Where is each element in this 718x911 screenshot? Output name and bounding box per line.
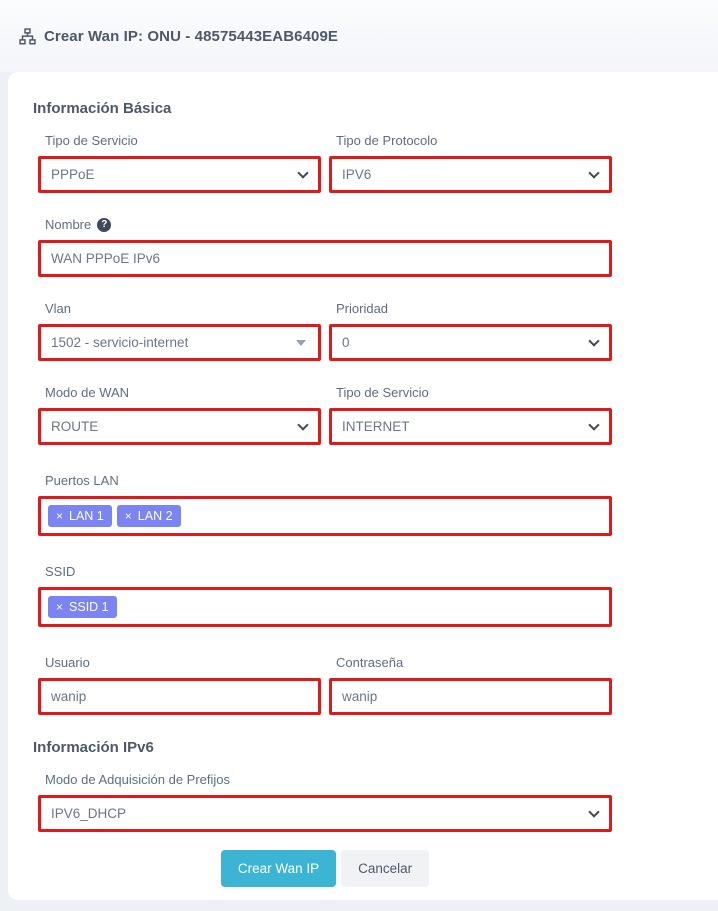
- cancelar-button[interactable]: Cancelar: [341, 850, 429, 887]
- usuario-label: Usuario: [45, 655, 90, 670]
- nombre-input[interactable]: [38, 240, 612, 277]
- usuario-input[interactable]: [38, 678, 321, 715]
- crear-wan-ip-button[interactable]: Crear Wan IP: [221, 850, 336, 887]
- chevron-down-icon: [588, 806, 599, 817]
- remove-tag-icon[interactable]: ×: [56, 600, 64, 614]
- row-ssid: [38, 564, 612, 627]
- section-title-basic: Información Básica: [33, 100, 172, 117]
- tipo-servicio-value: PPPoE: [51, 167, 95, 182]
- row-modo-adquisicion: [38, 772, 612, 832]
- chevron-down-icon: [588, 419, 599, 430]
- row-puertos-lan: [38, 473, 612, 536]
- modo-adquisicion-value: IPV6_DHCP: [51, 806, 127, 821]
- page-header: [0, 0, 718, 72]
- ssid-multiselect[interactable]: [38, 587, 612, 627]
- create-wan-ip-form-card: [8, 72, 718, 900]
- prioridad-label: Prioridad: [336, 301, 389, 316]
- tag-lan-1: [48, 505, 112, 527]
- tipo-servicio-select[interactable]: [38, 156, 321, 193]
- prioridad-value: 0: [342, 335, 350, 350]
- chevron-down-icon: [297, 419, 308, 430]
- page-title: Crear Wan IP: ONU - 48575443EAB6409E: [44, 27, 339, 45]
- contrasena-label: Contraseña: [336, 655, 404, 670]
- remove-tag-icon[interactable]: ×: [56, 509, 64, 523]
- row-usuario-contrasena: [38, 655, 612, 715]
- vlan-select[interactable]: [38, 324, 321, 361]
- tag-label: SSID 1: [69, 600, 109, 614]
- chevron-down-icon: [588, 167, 599, 178]
- prioridad-select[interactable]: [329, 324, 612, 361]
- puertos-lan-multiselect[interactable]: [38, 496, 612, 536]
- tipo-protocolo-value: IPV6: [342, 167, 372, 182]
- ssid-label: SSID: [45, 564, 76, 579]
- tipo-servicio-label: Tipo de Servicio: [45, 133, 138, 148]
- modo-adquisicion-label: Modo de Adquisición de Prefijos: [45, 772, 231, 787]
- row-modowan-tiposervicio: [38, 385, 612, 445]
- tipo-protocolo-select[interactable]: [329, 156, 612, 193]
- tipo-protocolo-label: Tipo de Protocolo: [336, 133, 438, 148]
- form-actions: [38, 850, 612, 887]
- modo-wan-select[interactable]: [38, 408, 321, 445]
- nombre-label: Nombre: [45, 217, 92, 232]
- row-nombre: [38, 217, 612, 277]
- tipo-servicio-internet-value: INTERNET: [342, 419, 410, 434]
- chevron-down-icon: [588, 335, 599, 346]
- chevron-down-icon: [297, 167, 308, 178]
- modo-adquisicion-select[interactable]: [38, 795, 612, 832]
- puertos-lan-label: Puertos LAN: [45, 473, 119, 488]
- tipo-servicio-internet-select[interactable]: [329, 408, 612, 445]
- tag-ssid-1: [48, 596, 117, 618]
- modo-wan-value: ROUTE: [51, 419, 99, 434]
- tipo-servicio-internet-label: Tipo de Servicio: [336, 385, 429, 400]
- help-icon[interactable]: ?: [97, 218, 111, 232]
- dropdown-arrow-icon: [296, 340, 306, 346]
- row-service-protocol: [38, 133, 612, 193]
- sitemap-icon: [19, 28, 36, 45]
- modo-wan-label: Modo de WAN: [45, 385, 130, 400]
- tag-label: LAN 1: [69, 509, 104, 523]
- remove-tag-icon[interactable]: ×: [124, 509, 132, 523]
- row-vlan-prioridad: [38, 301, 612, 361]
- tag-label: LAN 2: [137, 509, 173, 523]
- vlan-label: Vlan: [45, 301, 72, 316]
- vlan-value: 1502 - servicio-internet: [51, 335, 189, 350]
- contrasena-input[interactable]: [329, 678, 612, 715]
- section-title-ipv6: Información IPv6: [33, 739, 154, 756]
- tag-lan-2: [117, 505, 181, 527]
